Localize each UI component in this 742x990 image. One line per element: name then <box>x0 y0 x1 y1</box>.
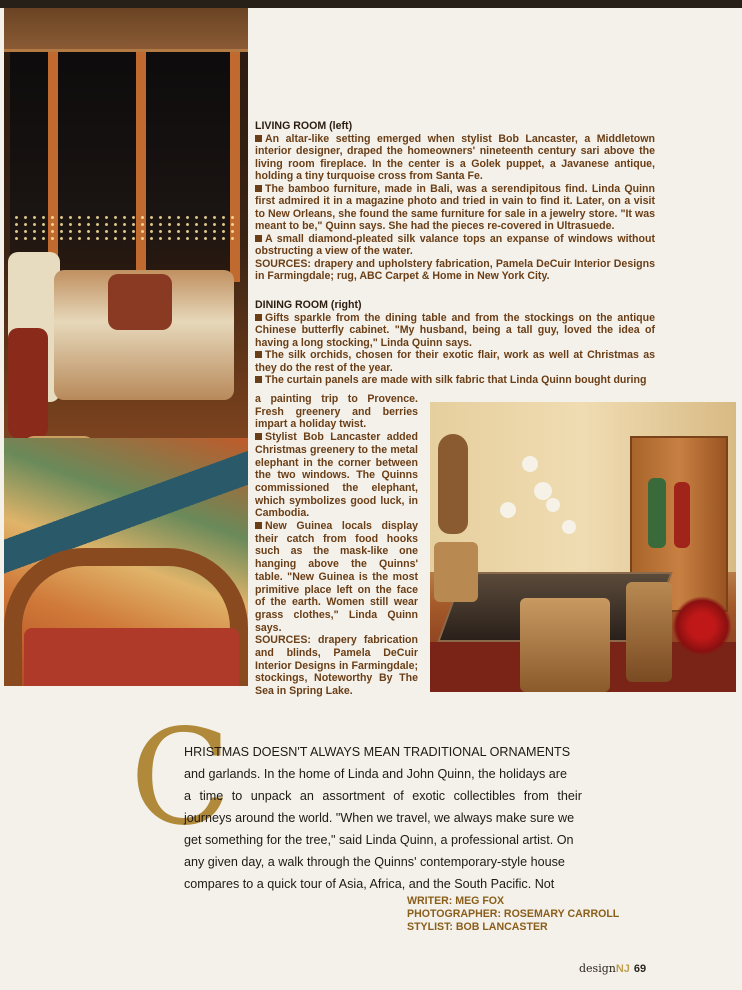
dining-narrow-column <box>255 393 418 698</box>
square-bullet-icon <box>255 135 262 142</box>
living-sources: SOURCES: drapery and upholstery fabrication, Pamela DeCuir Interior Designs in Farmingdale; rug, ABC Carpet & Home in New York City. <box>255 257 655 282</box>
square-bullet-icon <box>255 314 262 321</box>
living-paragraph-text: The bamboo furniture, made in Bali, was a serendipitous find. Linda Quinn first admired it in a magazine photo and tried in vain to find it. Later, on a visit to New Orleans, she found the same furniture for sale in a jewelry store. "It was meant to be," Quinn says. She had the pieces re-covered in Ultrasuede. <box>255 182 655 232</box>
poinsettia <box>672 596 732 656</box>
orchid-bloom <box>562 520 576 534</box>
dining-paragraph <box>255 520 418 634</box>
dining-room-caption <box>255 299 655 387</box>
dining-paragraph-continued: a painting trip to Provence. Fresh greenery and berries impart a holiday twist. <box>255 393 418 431</box>
window-frame <box>230 44 240 282</box>
orchid-bloom <box>500 502 516 518</box>
square-bullet-icon <box>255 351 262 358</box>
dining-sources: SOURCES: drapery fabrication and blinds, Pamela DeCuir Interior Designs in Farmingdale; stockings, Noteworthy By The Sea in Spring Lake. <box>255 634 418 698</box>
living-paragraph-text: A small diamond-pleated silk valance tops an expanse of windows without obstructing a view of the water. <box>255 232 655 257</box>
dining-chair <box>520 598 610 692</box>
photographer-credit: PHOTOGRAPHER: ROSEMARY CARROLL <box>407 908 620 920</box>
living-paragraph <box>255 133 655 183</box>
intro-line: a time to unpack an assortment of exotic collectibles from their <box>184 789 582 803</box>
square-bullet-icon <box>255 376 262 383</box>
intro-line: compares to a quick tour of Asia, Africa, and the South Pacific. Not <box>184 877 555 891</box>
living-room-heading: LIVING ROOM (left) <box>255 120 353 132</box>
living-room-photo <box>4 8 248 686</box>
window-view <box>10 44 236 282</box>
living-paragraph <box>255 183 655 233</box>
square-bullet-icon <box>255 522 262 529</box>
dining-chair <box>434 542 478 602</box>
dining-paragraph-text: Gifts sparkle from the dining table and from the stockings on the antique Chinese butterfly cabinet. "My husband, being a tall guy, loved the idea of having a long stocking," Linda Quinn says. <box>255 311 655 349</box>
magazine-brand-suffix: NJ <box>615 963 630 975</box>
intro-line: any given day, a walk through the Quinns' contemporary-style house <box>184 855 565 869</box>
dining-paragraph-text: New Guinea locals display their catch from food hooks such as the mask-like one hanging above the Quinns' table. "New Guinea is the most primitive place left on the face of the earth. Women still wear grass clothes," Linda Quinn says. <box>255 520 418 634</box>
dining-paragraph-text: The silk orchids, chosen for their exotic flair, work as well at Christmas as they do the rest of the year. <box>255 349 655 374</box>
credits-block <box>407 895 619 934</box>
living-paragraph <box>255 233 655 258</box>
square-bullet-icon <box>255 185 262 192</box>
silk-valance <box>4 8 248 52</box>
stocking <box>674 482 690 548</box>
intro-line: get something for the tree," said Linda Quinn, a professional artist. On <box>184 833 574 847</box>
stylist-credit: STYLIST: BOB LANCASTER <box>407 921 548 933</box>
dining-room-photo <box>430 402 736 692</box>
intro-line: journeys around the world. "When we travel, we always make sure we <box>184 811 575 825</box>
orchid-bloom <box>522 456 538 472</box>
top-edge-band <box>0 0 742 8</box>
orchid-bloom <box>546 498 560 512</box>
living-paragraph-text: An altar-like setting emerged when stylist Bob Lancaster, a Middletown interior designer, draped the homeowners' nineteenth century sari above the living room fireplace. In the center is a Golek puppet, a Javanese antique, holding a tiny turquoise cross from Santa Fe. <box>255 132 655 182</box>
dining-paragraph-text: Stylist Bob Lancaster added Christmas greenery to the metal elephant in the corner between the two windows. The Quinns commissioned the elephant, which symbolizes good luck, in Cambodia. <box>255 431 418 520</box>
string-lights <box>12 214 234 244</box>
square-bullet-icon <box>255 235 262 242</box>
red-throw <box>8 328 48 438</box>
dining-paragraph-text: The curtain panels are made with silk fabric that Linda Quinn bought during <box>265 374 647 386</box>
page-number: 69 <box>633 963 647 975</box>
dining-paragraph <box>255 312 655 350</box>
dining-paragraph <box>255 349 655 374</box>
throw-pillow <box>108 274 172 330</box>
magazine-brand: design <box>579 962 616 975</box>
window-frame <box>136 44 146 282</box>
dining-paragraph <box>255 431 418 520</box>
dining-room-heading: DINING ROOM (right) <box>255 299 362 311</box>
drop-cap: C <box>130 701 231 855</box>
intro-line: and garlands. In the home of Linda and John Quinn, the holidays are <box>184 767 567 781</box>
writer-credit: WRITER: MEG FOX <box>407 895 505 907</box>
stocking <box>648 478 666 548</box>
page-folio <box>579 962 646 975</box>
living-room-caption <box>255 120 655 283</box>
window-frame <box>48 44 58 282</box>
square-bullet-icon <box>255 433 262 440</box>
dining-paragraph <box>255 374 655 387</box>
intro-line: HRISTMAS DOESN'T ALWAYS MEAN TRADITIONAL ORNAMENTS <box>184 745 571 759</box>
red-cushion <box>24 628 239 686</box>
orchid-bloom <box>534 482 552 500</box>
dining-chair <box>626 582 672 682</box>
new-guinea-mask <box>438 434 468 534</box>
